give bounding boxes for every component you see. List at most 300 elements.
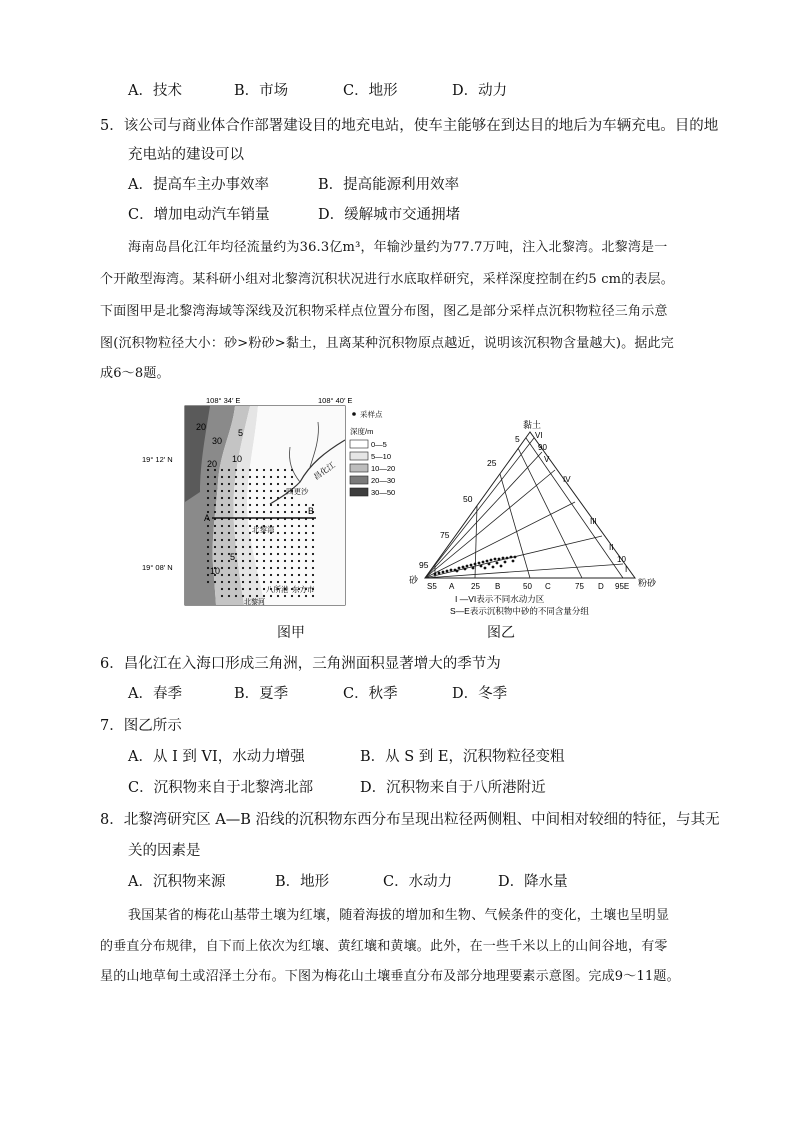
sample-point — [235, 588, 237, 590]
left-tick: 5 — [515, 434, 520, 444]
sample-point — [242, 469, 244, 471]
sample-point — [263, 511, 265, 513]
sample-point — [312, 595, 314, 597]
sample-point — [298, 567, 300, 569]
sample-point — [277, 476, 279, 478]
legend-dot-icon — [352, 412, 356, 416]
zone-label: VI — [535, 431, 543, 440]
triangle-point — [470, 564, 473, 567]
sample-point — [228, 532, 230, 534]
sample-point — [242, 574, 244, 576]
right-tick: 10 — [617, 555, 626, 564]
sample-point — [207, 574, 209, 576]
sample-point — [298, 560, 300, 562]
sample-point — [270, 511, 272, 513]
sample-point — [277, 553, 279, 555]
triangle-point — [462, 566, 465, 569]
triangle-point — [482, 561, 485, 564]
sample-point — [235, 539, 237, 541]
sample-point — [235, 511, 237, 513]
sample-point — [305, 560, 307, 562]
sample-point — [221, 574, 223, 576]
legend-swatch-2 — [350, 452, 368, 460]
sample-point — [312, 539, 314, 541]
contour-label: 20 — [196, 422, 207, 432]
sample-point — [256, 581, 258, 583]
sample-point — [221, 595, 223, 597]
sample-point — [221, 532, 223, 534]
place-sixgeng: 四更沙 — [286, 487, 309, 496]
q4-option-c: C．地形 — [343, 83, 398, 99]
sample-point — [277, 469, 279, 471]
sample-point — [305, 504, 307, 506]
sample-point — [207, 497, 209, 499]
lon-left-label: 108° 34′ E — [206, 396, 241, 405]
passage1-line3: 下面图甲是北黎湾海域等深线及沉积物采样点位置分布图，图乙是部分采样点沉积物粒径三角示意 — [100, 304, 668, 319]
sample-point — [284, 525, 286, 527]
sample-point — [235, 595, 237, 597]
sample-point — [228, 546, 230, 548]
sample-point — [256, 497, 258, 499]
sample-point — [312, 574, 314, 576]
sample-point — [242, 490, 244, 492]
sample-point — [249, 497, 251, 499]
passage2-line1: 我国某省的梅花山基带土壤为红壤，随着海拔的增加和生物、气候条件的变化，土壤也呈明显 — [128, 908, 670, 923]
sample-point — [207, 476, 209, 478]
legend-label-1: 0—5 — [371, 440, 387, 449]
sample-point — [221, 483, 223, 485]
sample-point — [221, 469, 223, 471]
legend-label-3: 10—20 — [371, 464, 396, 473]
sample-point — [207, 546, 209, 548]
bottom-tick: C — [545, 582, 551, 591]
sample-point — [291, 546, 293, 548]
sample-point — [221, 476, 223, 478]
q4-option-b: B．市场 — [234, 83, 289, 99]
triangle-note-2: S—E表示沉积物中砂的不同含量分组 — [450, 606, 589, 616]
sample-point — [235, 525, 237, 527]
sample-point — [270, 581, 272, 583]
sample-point — [277, 546, 279, 548]
zone-label: II — [609, 543, 614, 552]
sample-point — [256, 504, 258, 506]
sample-point — [242, 546, 244, 548]
sample-point — [249, 532, 251, 534]
sample-point — [305, 546, 307, 548]
q8-stem-line1: 8．北黎湾研究区 A—B 沿线的沉积物东西分布呈现出粒径两侧粗、中间相对较细的特征，与其无 — [100, 812, 720, 828]
legend-swatches — [350, 440, 368, 496]
triangle-point — [514, 556, 517, 559]
sample-point — [235, 483, 237, 485]
sample-point — [242, 476, 244, 478]
sample-point — [270, 490, 272, 492]
sample-point — [207, 504, 209, 506]
contour-label: 5 — [238, 428, 244, 438]
sample-point — [235, 504, 237, 506]
triangle-point — [484, 567, 487, 570]
sample-point — [298, 532, 300, 534]
sample-point — [235, 532, 237, 534]
q5-option-c: C．增加电动汽车销量 — [128, 207, 270, 223]
sample-point — [256, 483, 258, 485]
q5-option-b: B．提高能源利用效率 — [318, 177, 460, 193]
sample-point — [270, 560, 272, 562]
sample-point — [207, 525, 209, 527]
left-tick: 25 — [487, 458, 497, 468]
sample-point — [277, 560, 279, 562]
sample-point — [277, 574, 279, 576]
sample-point — [249, 574, 251, 576]
sample-point — [284, 511, 286, 513]
sample-point — [235, 560, 237, 562]
zone-label: IV — [563, 475, 571, 484]
sample-point — [221, 567, 223, 569]
triangle-point — [458, 567, 461, 570]
sample-point — [214, 469, 216, 471]
sample-point — [242, 588, 244, 590]
sample-point — [256, 490, 258, 492]
triangle-point — [442, 571, 445, 574]
sample-point — [263, 553, 265, 555]
sample-point — [235, 497, 237, 499]
sample-point — [207, 581, 209, 583]
sample-point — [305, 574, 307, 576]
sample-point — [249, 553, 251, 555]
sample-point — [214, 581, 216, 583]
q6-stem: 6．昌化江在入海口形成三角洲，三角洲面积显著增大的季节为 — [100, 656, 501, 672]
sample-point — [277, 595, 279, 597]
sample-point — [207, 483, 209, 485]
sample-point — [263, 469, 265, 471]
sample-point — [249, 546, 251, 548]
legend-swatch-1 — [350, 440, 368, 448]
sample-point — [221, 539, 223, 541]
sample-point — [298, 504, 300, 506]
sample-point — [284, 483, 286, 485]
sample-point — [291, 476, 293, 478]
figure-triangle — [395, 418, 665, 618]
triangle-point — [494, 558, 497, 561]
sample-point — [263, 476, 265, 478]
sample-point — [221, 588, 223, 590]
sample-point — [242, 483, 244, 485]
sample-point — [256, 469, 258, 471]
sample-point — [235, 574, 237, 576]
sample-point — [221, 560, 223, 562]
sample-point — [221, 511, 223, 513]
sample-point — [228, 539, 230, 541]
triangle-point — [496, 562, 499, 565]
q4-option-a: A．技术 — [128, 83, 182, 99]
sample-point — [242, 553, 244, 555]
triangle-outline — [425, 432, 635, 578]
q6-option-c: C．秋季 — [343, 686, 398, 702]
sample-point — [256, 476, 258, 478]
sample-point — [235, 546, 237, 548]
sample-point — [277, 511, 279, 513]
sample-point — [284, 532, 286, 534]
lat-top-label: 19° 12′ N — [142, 455, 173, 464]
left-tick: 95 — [419, 560, 429, 570]
sample-point — [277, 539, 279, 541]
sample-point — [277, 483, 279, 485]
sample-point — [249, 595, 251, 597]
triangle-point — [434, 573, 437, 576]
sample-point — [291, 539, 293, 541]
q5-option-a: A．提高车主办事效率 — [128, 177, 269, 193]
sample-point — [228, 511, 230, 513]
sample-point — [298, 539, 300, 541]
sample-point — [312, 546, 314, 548]
place-baso: 八所港 — [266, 585, 289, 594]
zone-label: I — [625, 565, 628, 574]
sample-point — [284, 469, 286, 471]
sample-point — [305, 567, 307, 569]
sample-point — [291, 511, 293, 513]
sample-point — [242, 497, 244, 499]
sample-point — [242, 511, 244, 513]
sample-point — [270, 539, 272, 541]
left-tick: 50 — [463, 494, 473, 504]
sample-point — [263, 595, 265, 597]
sample-point — [214, 546, 216, 548]
sample-point — [221, 525, 223, 527]
sample-point — [298, 553, 300, 555]
sample-point — [242, 581, 244, 583]
sample-point — [221, 546, 223, 548]
sample-point — [256, 588, 258, 590]
sample-point — [249, 560, 251, 562]
contour-label: 20 — [207, 459, 218, 469]
sample-point — [249, 581, 251, 583]
sample-point — [249, 539, 251, 541]
legend-depth-title: 深度/m — [350, 427, 374, 436]
sample-point — [305, 532, 307, 534]
sample-point — [284, 539, 286, 541]
sample-point — [291, 532, 293, 534]
sample-point — [228, 588, 230, 590]
sample-point — [284, 595, 286, 597]
sample-point — [291, 497, 293, 499]
sample-point — [305, 581, 307, 583]
passage1-line5: 成6～8题。 — [100, 366, 170, 381]
sample-point — [312, 525, 314, 527]
triangle-point — [500, 565, 503, 568]
sample-point — [291, 469, 293, 471]
sample-point — [235, 553, 237, 555]
sample-point — [235, 476, 237, 478]
sample-point — [305, 553, 307, 555]
sample-point — [249, 483, 251, 485]
group-lines — [435, 438, 623, 578]
contour-label: 30 — [212, 436, 223, 446]
sample-point — [228, 476, 230, 478]
sample-point — [277, 504, 279, 506]
sample-point — [291, 595, 293, 597]
triangle-point — [498, 558, 501, 561]
lon-right-label: 108° 40′ E — [318, 396, 353, 405]
sample-point — [256, 511, 258, 513]
place-beili: 北黎湾 — [252, 525, 275, 534]
sample-point — [270, 574, 272, 576]
q8-stem-line2: 关的因素是 — [128, 843, 201, 859]
bottom-tick: S5 — [427, 582, 437, 591]
q6-option-b: B．夏季 — [234, 686, 289, 702]
lat-bottom-label: 19° 08′ N — [142, 563, 173, 572]
sample-point — [256, 595, 258, 597]
passage1-line4: 图(沉积物粒径大小：砂>粉砂>黏土，且离某种沉积物原点越近，说明该沉积物含量越大)。据此完 — [100, 336, 674, 351]
sample-point — [221, 581, 223, 583]
triangle-point — [502, 557, 505, 560]
passage1-line1: 海南岛昌化江年均径流量约为36.3亿m³，年输沙量约为77.7万吨，注入北黎湾。北黎湾是一 — [128, 240, 668, 255]
sample-point — [263, 490, 265, 492]
triangle-point — [488, 563, 491, 566]
figure-map — [140, 392, 415, 617]
triangle-point — [510, 556, 513, 559]
sample-point — [312, 567, 314, 569]
legend-swatch-4 — [350, 476, 368, 484]
sample-point — [298, 574, 300, 576]
point-b-label: B — [308, 506, 315, 516]
sample-point — [312, 560, 314, 562]
sample-point — [277, 567, 279, 569]
sample-point — [221, 504, 223, 506]
passage2-line2: 的垂直分布规律，自下而上依次为红壤、黄红壤和黄壤。此外，在一些千米以上的山间谷地，有零 — [100, 939, 668, 954]
legend-label-5: 30—50 — [371, 488, 396, 497]
sample-point — [228, 567, 230, 569]
sample-point — [221, 553, 223, 555]
sample-point — [221, 497, 223, 499]
sample-point — [228, 574, 230, 576]
triangle-top-label: 黏土 — [523, 420, 542, 430]
sample-point — [270, 567, 272, 569]
place-dongfang: 东方市 — [292, 585, 315, 594]
sample-point — [291, 581, 293, 583]
place-beili-river: 北黎河 — [244, 599, 265, 606]
sample-point — [214, 532, 216, 534]
triangle-point — [456, 570, 459, 573]
place-river: 昌化江 — [311, 460, 337, 482]
sample-point — [291, 483, 293, 485]
sample-point — [235, 567, 237, 569]
sample-point — [277, 525, 279, 527]
q7-option-b: B．从 S 到 E，沉积物粒径变粗 — [360, 749, 565, 765]
zone-label: V — [544, 455, 550, 464]
triangle-point — [478, 562, 481, 565]
sample-point — [298, 581, 300, 583]
sample-point — [312, 532, 314, 534]
sample-point — [270, 469, 272, 471]
sample-point — [207, 560, 209, 562]
q8-option-b: B．地形 — [275, 874, 330, 890]
sample-point — [263, 581, 265, 583]
sample-point — [256, 553, 258, 555]
figure-b-caption: 图乙 — [487, 625, 515, 641]
sample-point — [284, 560, 286, 562]
left-tick: 75 — [440, 530, 450, 540]
bottom-tick: 50 — [523, 582, 532, 591]
q7-option-c: C．沉积物来自于北黎湾北部 — [128, 780, 314, 796]
sample-point — [270, 546, 272, 548]
sample-point — [256, 574, 258, 576]
sample-point — [214, 476, 216, 478]
sample-point — [305, 539, 307, 541]
triangle-point — [450, 569, 453, 572]
sample-point — [242, 525, 244, 527]
triangle-point — [474, 563, 477, 566]
sample-point — [277, 490, 279, 492]
sample-point — [228, 595, 230, 597]
sample-point — [263, 504, 265, 506]
triangle-point — [486, 560, 489, 563]
triangle-left-label: 砂 — [409, 575, 419, 585]
sample-point — [284, 504, 286, 506]
sample-point — [291, 574, 293, 576]
sample-point — [256, 546, 258, 548]
sample-point — [270, 595, 272, 597]
sample-point — [207, 469, 209, 471]
triangle-point — [506, 557, 509, 560]
sample-point — [207, 490, 209, 492]
sample-point — [263, 567, 265, 569]
triangle-point — [512, 560, 515, 563]
triangle-point — [472, 567, 475, 570]
sample-point — [263, 483, 265, 485]
sample-point — [214, 525, 216, 527]
q5-option-d: D．缓解城市交通拥堵 — [318, 207, 461, 223]
sample-point — [249, 525, 251, 527]
sample-point — [214, 553, 216, 555]
q8-option-c: C．水动力 — [383, 874, 453, 890]
sample-point — [312, 581, 314, 583]
contour-label: 5 — [230, 552, 236, 562]
sample-point — [249, 469, 251, 471]
q8-option-a: A．沉积物来源 — [128, 874, 226, 890]
sample-point — [298, 546, 300, 548]
triangle-point — [446, 570, 449, 573]
sample-point — [305, 595, 307, 597]
sample-point — [263, 546, 265, 548]
point-a-label: A — [204, 513, 211, 523]
sample-point — [305, 525, 307, 527]
sample-point — [214, 560, 216, 562]
sample-point — [242, 560, 244, 562]
q7-option-d: D．沉积物来自于八所港附近 — [360, 780, 546, 796]
sample-point — [298, 511, 300, 513]
sample-point — [235, 581, 237, 583]
triangle-point — [480, 565, 483, 568]
q6-option-d: D．冬季 — [452, 686, 508, 702]
triangle-right-label: 粉砂 — [638, 578, 657, 588]
triangle-note-1: I —VI表示不同水动力区 — [455, 594, 545, 604]
sample-point — [249, 504, 251, 506]
sample-point — [214, 490, 216, 492]
sample-point — [214, 483, 216, 485]
sample-point — [256, 539, 258, 541]
sample-point — [242, 532, 244, 534]
sample-point — [270, 497, 272, 499]
sample-point — [214, 497, 216, 499]
triangle-point — [490, 559, 493, 562]
sample-point — [270, 476, 272, 478]
triangle-point — [464, 568, 467, 571]
sample-point — [291, 504, 293, 506]
sample-point — [284, 553, 286, 555]
q5-stem-line1: 5．该公司与商业体合作部署建设目的地充电站，使车主能够在到达目的地后为车辆充电。目的地 — [100, 118, 719, 134]
bottom-tick: 75 — [575, 582, 584, 591]
legend-swatch-3 — [350, 464, 368, 472]
legend-title: 采样点 — [360, 410, 383, 419]
